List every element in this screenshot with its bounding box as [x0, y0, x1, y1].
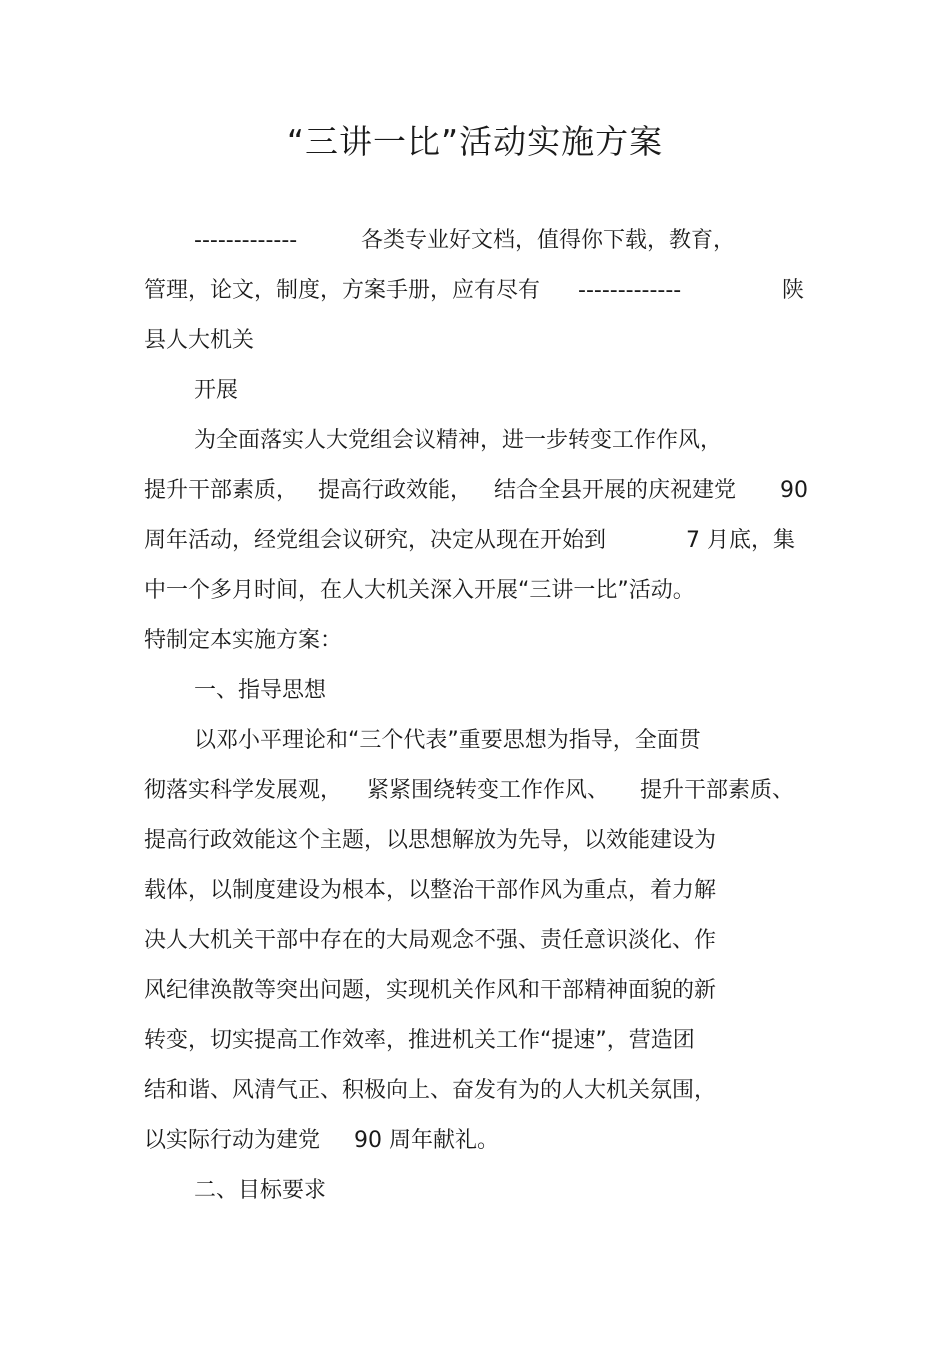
intro-line-3a: 周年活动，经党组会议研究，决定从现在开始到 [144, 528, 607, 553]
intro-line-2c: 结合全县开展的庆祝建党 [494, 478, 737, 503]
section-1-line-3: 提高行政效能这个主题，以思想解放为先导，以效能建设为 [144, 828, 717, 853]
header-ad-line-2: 管理，论文，制度，方案手册，应有尽有 [144, 278, 541, 303]
intro-line-4: 中一个多月时间，在人大机关深入开展“三讲一比”活动。 [144, 578, 695, 603]
section-1-heading: 一、指导思想 [194, 678, 327, 703]
intro-line-2a: 提升干部素质， [144, 478, 299, 503]
header-line-2 [0, 276, 950, 306]
section-1-line-2c: 提升干部素质、 [640, 778, 795, 803]
section-1-line-9a: 以实际行动为建党 [144, 1128, 321, 1153]
section-1-line-7: 转变，切实提高工作效率，推进机关工作“提速”，营造团 [144, 1028, 695, 1053]
section-1-line-9 [0, 1126, 950, 1156]
header-ad-line-1: 各类专业好文档，值得你下载，教育， [361, 228, 736, 253]
section-1-line-2 [0, 776, 950, 806]
section-1-line-5: 决人大机关干部中存在的大局观念不强、责任意识淡化、作 [144, 928, 717, 953]
intro-line-3 [0, 526, 950, 556]
intro-line-2b: 提高行政效能， [318, 478, 473, 503]
document-title: “三讲一比”活动实施方案 [286, 122, 664, 161]
header-dashes-left: ------------- [194, 228, 298, 253]
intro-line-2 [0, 476, 950, 506]
section-1-line-4: 载体，以制度建设为根本，以整治干部作风为重点，着力解 [144, 878, 717, 903]
section-1-line-2b: 紧紧围绕转变工作作风、 [367, 778, 610, 803]
header-subtitle: 开展 [194, 378, 239, 403]
section-1-line-9b: 90 周年献礼。 [354, 1128, 499, 1153]
intro-line-1: 为全面落实人大党组会议精神，进一步转变工作作风， [194, 428, 723, 453]
intro-line-5: 特制定本实施方案： [144, 628, 343, 653]
section-1-line-1: 以邓小平理论和“三个代表”重要思想为指导，全面贯 [194, 728, 701, 753]
intro-line-3b: 7 月底，集 [686, 528, 795, 553]
header-org-part-1: 陕 [782, 278, 805, 303]
header-line-1 [0, 226, 950, 256]
section-1-line-2a: 彻落实科学发展观， [144, 778, 343, 803]
section-1-line-6: 风纪律涣散等突出问题，实现机关作风和干部精神面貌的新 [144, 978, 717, 1003]
section-2-heading: 二、目标要求 [194, 1178, 327, 1203]
intro-line-2d: 90 [780, 478, 808, 503]
header-dashes-right: ------------- [578, 278, 682, 303]
header-org-part-2: 县人大机关 [144, 328, 255, 353]
section-1-line-8: 结和谐、风清气正、积极向上、奋发有为的人大机关氛围， [144, 1078, 717, 1103]
